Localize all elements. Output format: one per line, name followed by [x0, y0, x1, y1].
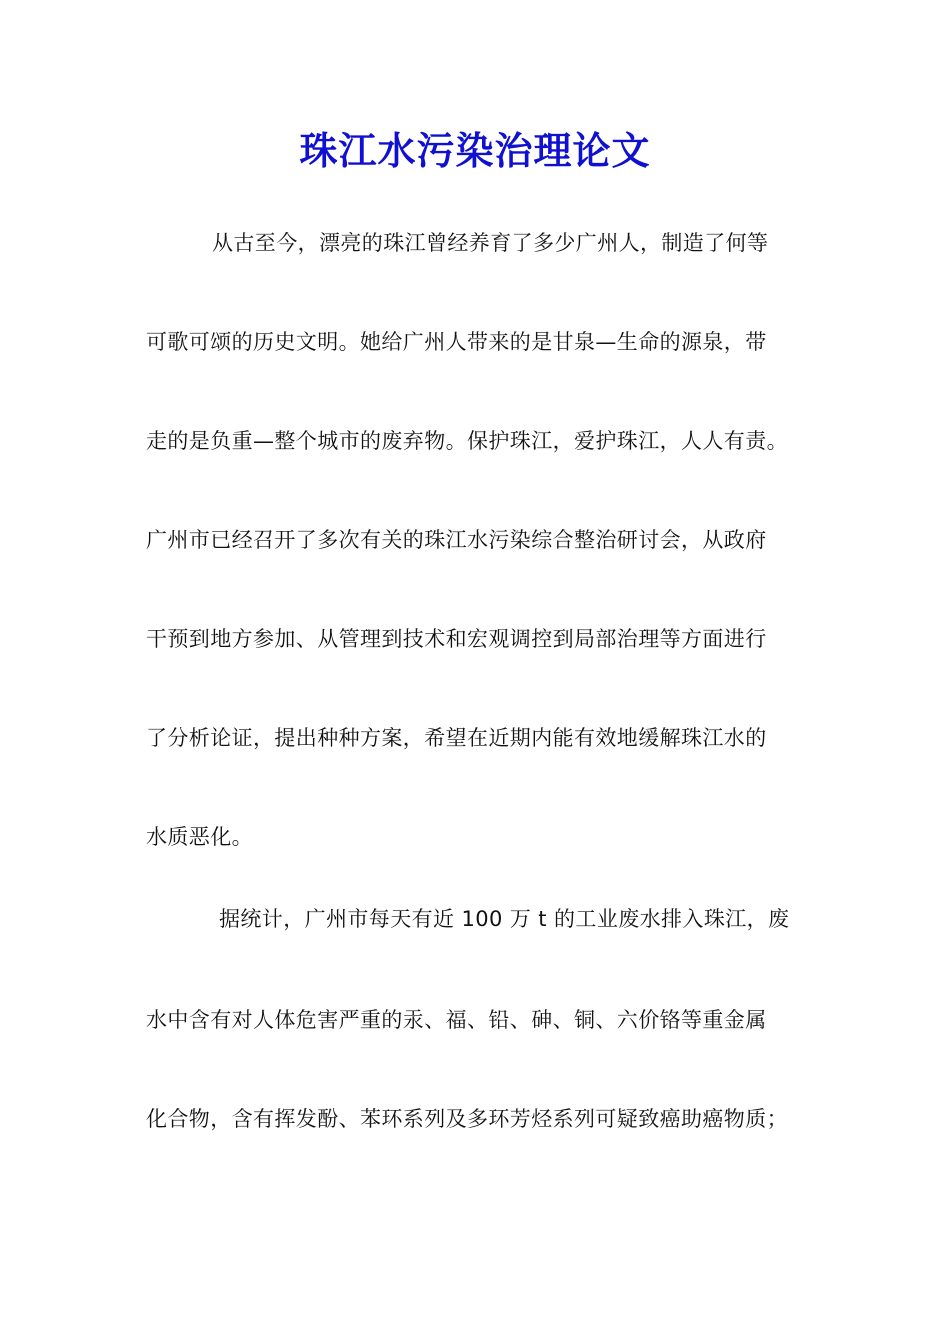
paragraph-line: 广州市已经召开了多次有关的珠江水污染综合整治研讨会，从政府 — [146, 528, 767, 552]
paragraph-line: 水质恶化。 — [146, 825, 253, 849]
paragraph-line: 了分析论证，提出种种方案，希望在近期内能有效地缓解珠江水的 — [146, 726, 767, 750]
paragraph-line: 可歌可颂的历史文明。她给广州人带来的是甘泉—生命的源泉，带 — [146, 330, 767, 354]
paragraph-line: 水中含有对人体危害严重的汞、福、铅、砷、铜、六价铬等重金属 — [146, 1008, 767, 1032]
paragraph-line: 干预到地方参加、从管理到技术和宏观调控到局部治理等方面进行 — [146, 627, 767, 651]
paragraph-line: 走的是负重—整个城市的废弃物。保护珠江，爱护珠江，人人有责。 — [146, 429, 788, 453]
document-title: 珠江水污染治理论文 — [299, 128, 651, 173]
paragraph-line: 从古至今，漂亮的珠江曾经养育了多少广州人，制造了何等 — [212, 231, 769, 255]
paragraph-line: 据统计，广州市每天有近 100 万 t 的工业废水排入珠江，废 — [219, 907, 790, 931]
paragraph-line: 化合物，含有挥发酚、苯环系列及多环芳烃系列可疑致癌助癌物质； — [146, 1107, 788, 1131]
